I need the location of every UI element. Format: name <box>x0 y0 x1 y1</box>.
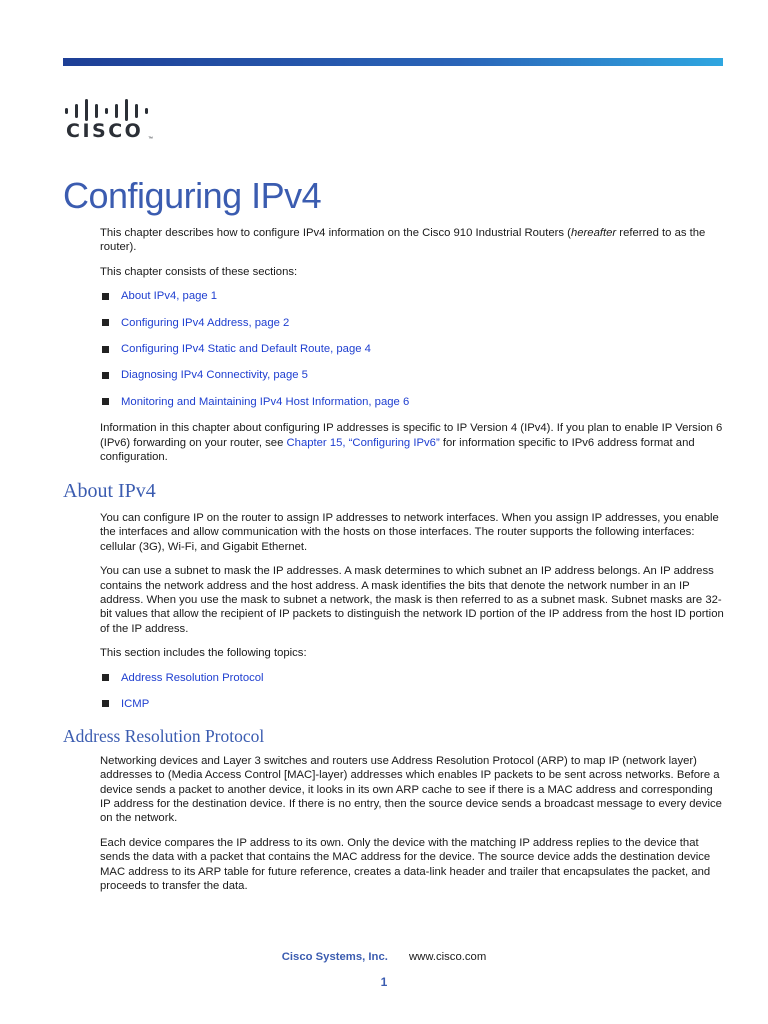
ipv6-note-text: Information in this chapter about configuring IP addresses is specific to IP Version 4 (IPv4). If you plan to enable IP Version 6 (IPv6) forwarding on your router, see <box>100 422 723 449</box>
section-link-monitoring[interactable]: Monitoring and Maintaining IPv4 Host Information, page 6 <box>121 395 410 408</box>
bullet-icon <box>102 372 109 379</box>
header-color-bar <box>63 58 723 66</box>
list-item <box>100 697 725 711</box>
intro-paragraph <box>100 226 725 255</box>
bullet-icon <box>102 346 109 353</box>
arp-paragraph-2: Each device compares the IP address to its own. Only the device with the matching IP address replies to the device that sends the data with a packet that contains the MAC address for the device. The source device adds the destination device MAC address to its ARP table for future reference, creates a data-link header and trailer that encapsulates the packet, and proceeds to transfer the data. <box>100 836 711 892</box>
topic-link-arp[interactable]: Address Resolution Protocol <box>121 671 264 684</box>
section-link-diagnosing[interactable]: Diagnosing IPv4 Connectivity, page 5 <box>121 369 308 382</box>
intro-text: This chapter describes how to configure IPv4 information on the Cisco 910 Industrial Routers ( <box>100 227 571 239</box>
section-list <box>100 289 725 409</box>
cisco-logo <box>63 99 163 149</box>
intro-emphasis: hereafter <box>570 227 617 239</box>
list-item <box>100 342 725 356</box>
main-content <box>63 226 725 903</box>
about-ipv4-heading: About IPv4 <box>63 480 156 503</box>
chapter-title: Configuring IPv4 <box>63 175 322 216</box>
bullet-icon <box>102 674 109 681</box>
footer-website[interactable]: www.cisco.com <box>409 951 487 963</box>
section-link-configuring-address[interactable]: Configuring IPv4 Address, page 2 <box>121 316 290 329</box>
topics-intro: This section includes the following topics: <box>100 647 307 660</box>
list-item <box>100 368 725 382</box>
list-item <box>100 289 725 303</box>
footer-company: Cisco Systems, Inc. <box>281 951 388 963</box>
logo-wordmark: CISCO <box>66 120 144 142</box>
bullet-icon <box>102 319 109 326</box>
arp-paragraph-1: Networking devices and Layer 3 switches and routers use Address Resolution Protocol (ARP) to map IP (network layer) addresses to (Media Access Control [MAC]-layer) addresses which enables IP packets to be sent across networks. Before a device sends a packet to another device, it looks in its own ARP cache to see if there is a MAC address and corresponding IP address for the destination device. If there is no entry, then the source device sends a broadcast message to every device on the network. <box>100 754 722 825</box>
sections-intro: This chapter consists of these sections: <box>100 265 298 278</box>
about-paragraph-1: You can configure IP on the router to assign IP addresses to network interfaces. When you assign IP addresses, you enable the interfaces and allow communication with the hosts on those interfaces. The router supports the following interfaces: cellular (3G), Wi-Fi, and Gigabit Ethernet. <box>100 511 719 553</box>
list-item <box>100 316 725 330</box>
arp-heading: Address Resolution Protocol <box>63 726 265 747</box>
intro-text-end: referred to as the router). <box>100 227 706 254</box>
ipv6-note-text-end: for information specific to IPv6 address format and configuration. <box>100 436 695 464</box>
chapter-15-link[interactable]: Chapter 15, “Configuring IPv6” <box>286 436 440 449</box>
list-item <box>100 395 725 409</box>
bullet-icon <box>102 398 109 405</box>
page-footer <box>0 951 768 963</box>
ipv6-note-paragraph <box>100 421 725 464</box>
topic-link-icmp[interactable]: ICMP <box>121 697 150 710</box>
topic-list <box>100 671 725 712</box>
bullet-icon <box>102 700 109 707</box>
section-link-about-ipv4[interactable]: About IPv4, page 1 <box>121 290 218 303</box>
page-number: 1 <box>380 975 388 989</box>
about-paragraph-2: You can use a subnet to mask the IP addresses. A mask determines to which subnet an IP address belongs. An IP address contains the network address and the host address. A mask identifies the bits that denote the network number in an IP address. When you use the mask to subnet a network, the mask is then referred to as a subnet mask. Subnet masks are 32-bit values that allow the recipient of IP packets to distinguish the network ID portion of the IP address from the host ID portion of the IP address. <box>100 565 724 635</box>
list-item <box>100 671 725 685</box>
cisco-bridge-icon <box>63 99 163 121</box>
bullet-icon <box>102 293 109 300</box>
section-link-static-route[interactable]: Configuring IPv4 Static and Default Route, page 4 <box>121 343 371 356</box>
logo-trademark: ™ <box>148 136 153 142</box>
